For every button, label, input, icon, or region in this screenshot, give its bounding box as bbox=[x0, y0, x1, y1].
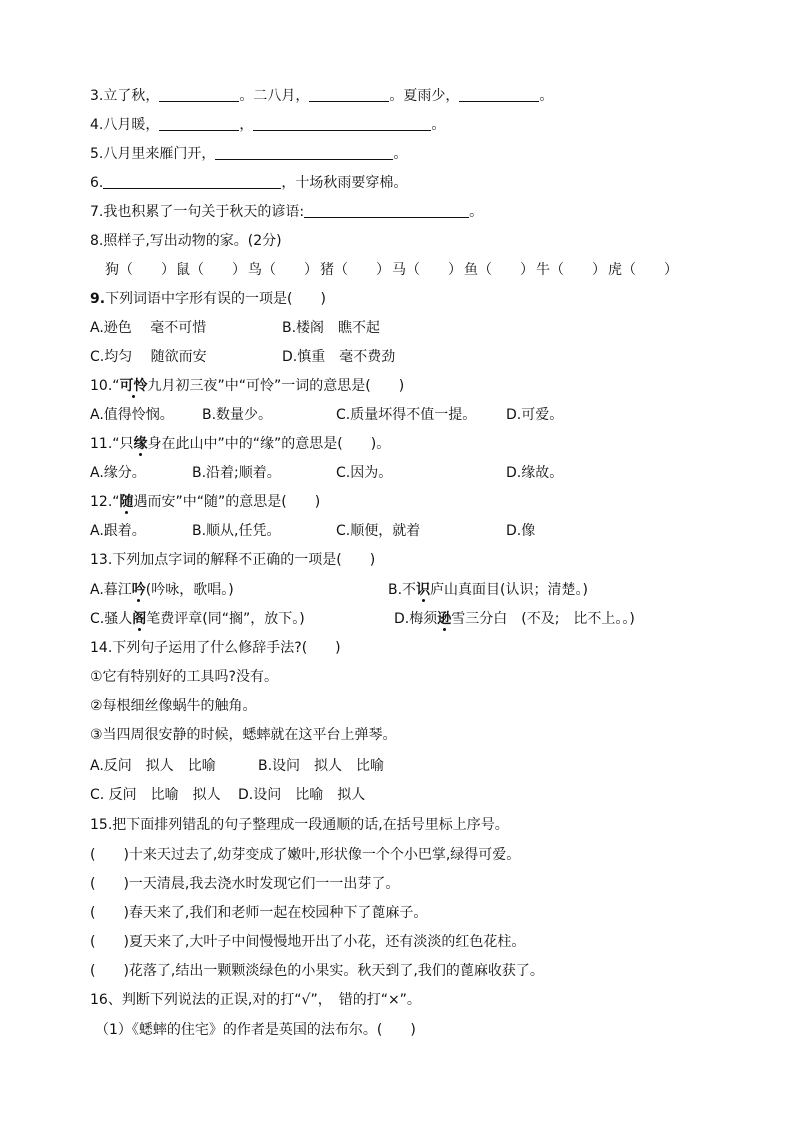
animal-horse[interactable]: 马（ ） bbox=[392, 262, 462, 278]
option-b[interactable]: B.顺从,任凭。 bbox=[192, 523, 281, 539]
question-14-sentence-3: ③当四周很安静的时候，蟋蟀就在这平台上弹琴。 bbox=[90, 727, 397, 743]
animal-pig[interactable]: 猪（ ） bbox=[320, 262, 390, 278]
question-3 bbox=[90, 86, 553, 106]
answer-blank[interactable] bbox=[309, 86, 389, 102]
animal-fish[interactable]: 鱼（ ） bbox=[464, 262, 534, 278]
question-13-options-cd bbox=[90, 609, 635, 629]
question-13-options-ab bbox=[90, 580, 588, 600]
question-14-sentence-1: ①它有特别好的工具吗?没有。 bbox=[90, 669, 278, 685]
q4-text-c: 。 bbox=[431, 117, 446, 133]
q5-text-b: 。 bbox=[393, 146, 408, 162]
question-4 bbox=[90, 115, 445, 135]
answer-blank[interactable] bbox=[159, 86, 239, 102]
q11-text-a: 11.“只 bbox=[90, 436, 134, 452]
option-d[interactable]: D.可爱。 bbox=[506, 407, 564, 423]
q7-text-a: 7.我也积累了一句关于秋天的谚语: bbox=[90, 204, 305, 220]
sentence-item[interactable]: ( )花落了,结出一颗颗淡绿色的小果实。秋天到了,我们的蓖麻收获了。 bbox=[90, 963, 544, 979]
q3-text-b: 。二八月， bbox=[239, 88, 310, 104]
answer-blank[interactable] bbox=[159, 115, 239, 131]
sentence-item[interactable]: ( )一天清晨,我去浇水时发现它们一一出芽了。 bbox=[90, 876, 400, 892]
sentence-item[interactable]: ( )十来天过去了,幼芽变成了嫩叶,形状像一个个小巴掌,绿得可爱。 bbox=[90, 847, 521, 863]
question-16-stem: 16、判断下列说法的正误,对的打“√”， 错的打“×”。 bbox=[90, 992, 421, 1008]
question-8-stem: 8.照样子,写出动物的家。(2分) bbox=[90, 233, 282, 249]
option-b[interactable]: B.沿着;顺着。 bbox=[192, 465, 281, 481]
option-b[interactable]: B.楼阁 瞧不起 bbox=[282, 320, 381, 336]
answer-blank[interactable] bbox=[304, 202, 469, 218]
option-d[interactable]: D.缘故。 bbox=[506, 465, 564, 481]
question-14-sentence-2: ②每根细丝像蜗牛的触角。 bbox=[90, 698, 257, 714]
question-6 bbox=[90, 173, 407, 193]
option-c[interactable]: C.顺便，就着 bbox=[336, 523, 421, 539]
option-c[interactable]: C.均匀 随欲而安 bbox=[90, 349, 207, 365]
q9-number: 9. bbox=[90, 291, 106, 307]
question-10-stem bbox=[90, 376, 404, 396]
answer-blank[interactable] bbox=[103, 173, 281, 189]
animal-mouse[interactable]: 鼠（ ） bbox=[176, 262, 246, 278]
q12-text-a: 12.“ bbox=[90, 494, 120, 510]
question-10-options bbox=[90, 405, 563, 425]
question-13-stem: 13.下列加点字词的解释不正确的一项是( ) bbox=[90, 552, 376, 568]
animal-dog[interactable]: 狗（ ） bbox=[105, 262, 175, 278]
animal-cow[interactable]: 牛（ ） bbox=[536, 262, 606, 278]
option-a-pre: A.暮江 bbox=[90, 582, 132, 598]
option-d[interactable] bbox=[394, 609, 635, 629]
question-16-statement-1[interactable]: （1）《蟋蟀的住宅》的作者是英国的法布尔。( ) bbox=[95, 1022, 416, 1038]
option-d-dotted: 逊 bbox=[437, 611, 452, 627]
option-b-pre: B.不 bbox=[388, 582, 417, 598]
animal-tiger[interactable]: 虎（ ） bbox=[608, 262, 678, 278]
option-a[interactable]: A.跟着。 bbox=[90, 523, 146, 539]
option-c-dotted: 阁 bbox=[132, 611, 147, 627]
question-9-stem bbox=[90, 289, 326, 309]
question-14-options-ab bbox=[90, 756, 384, 776]
question-9-options-cd bbox=[90, 347, 395, 367]
option-a-post: (吟咏，歌唱。) bbox=[145, 582, 234, 598]
sentence-item[interactable]: ( )夏天来了,大叶子中间慢慢地开出了小花，还有淡淡的红色花柱。 bbox=[90, 934, 526, 950]
answer-blank[interactable] bbox=[459, 86, 539, 102]
option-a[interactable]: A.逊色 毫不可惜 bbox=[90, 320, 207, 336]
option-d[interactable]: D.设问 比喻 拟人 bbox=[238, 787, 366, 803]
option-c[interactable]: C. 反问 比喻 拟人 bbox=[90, 787, 221, 803]
question-11-options bbox=[90, 463, 563, 483]
option-d[interactable]: D.慎重 毫不费劲 bbox=[282, 349, 396, 365]
q12-dotted-word: 随 bbox=[119, 494, 134, 510]
q9-text: 下列词语中字形有误的一项是( ) bbox=[105, 291, 326, 307]
q12-text-b: 遇而安”中“随”的意思是( ) bbox=[133, 494, 321, 510]
sentence-item[interactable]: ( )春天来了,我们和老师一起在校园种下了蓖麻子。 bbox=[90, 905, 428, 921]
option-b[interactable]: B.数量少。 bbox=[202, 407, 273, 423]
question-14-options-cd bbox=[90, 785, 365, 805]
q6-text-b: ，十场秋雨要穿棉。 bbox=[281, 175, 408, 191]
q10-text-b: 九月初三夜”中“可怜”一词的意思是( ) bbox=[147, 378, 405, 394]
question-7 bbox=[90, 202, 483, 222]
question-5 bbox=[90, 144, 407, 164]
option-d-pre: D.梅须 bbox=[394, 611, 438, 627]
q3-text-a: 3.立了秋， bbox=[90, 88, 160, 104]
q5-text-a: 5.八月里来雁门开， bbox=[90, 146, 216, 162]
question-9-options-ab bbox=[90, 318, 380, 338]
q10-text-a: 10.“ bbox=[90, 378, 120, 394]
option-a[interactable] bbox=[90, 580, 388, 600]
option-c-pre: C.骚人 bbox=[90, 611, 133, 627]
option-c[interactable] bbox=[90, 609, 394, 629]
option-b-dotted: 识 bbox=[416, 582, 431, 598]
question-14-stem: 14.下列句子运用了什么修辞手法?( ) bbox=[90, 640, 341, 656]
animal-bird[interactable]: 鸟（ ） bbox=[248, 262, 318, 278]
option-b[interactable]: B.设问 拟人 比喻 bbox=[258, 758, 385, 774]
q7-text-b: 。 bbox=[469, 204, 484, 220]
question-12-stem bbox=[90, 492, 320, 512]
option-a[interactable]: A.反问 拟人 比喻 bbox=[90, 758, 216, 774]
option-a[interactable]: A.值得怜悯。 bbox=[90, 407, 174, 423]
option-b-post: 庐山真面目(认识；清楚。) bbox=[430, 582, 588, 598]
option-a-dotted: 吟 bbox=[131, 582, 146, 598]
question-15-stem: 15.把下面排列错乱的句子整理成一段通顺的话,在括号里标上序号。 bbox=[90, 817, 509, 833]
option-c[interactable]: C.质量坏得不值一提。 bbox=[336, 407, 477, 423]
q3-text-c: 。夏雨少， bbox=[389, 88, 460, 104]
question-11-stem bbox=[90, 434, 390, 454]
q11-text-b: 身在此山中”中的“缘”的意思是( )。 bbox=[147, 436, 391, 452]
q11-dotted-word: 缘 bbox=[133, 436, 148, 452]
option-c-post: 笔费评章(同“搁”，放下。) bbox=[146, 611, 305, 627]
option-d[interactable]: D.像 bbox=[506, 523, 536, 539]
option-b[interactable] bbox=[388, 580, 588, 600]
question-12-options bbox=[90, 521, 535, 541]
answer-blank[interactable] bbox=[215, 144, 393, 160]
option-d-post: 雪三分白 (不及; 比不上。。) bbox=[451, 611, 635, 627]
q4-text-b: ， bbox=[239, 117, 254, 133]
question-8-animals bbox=[105, 260, 680, 280]
answer-blank[interactable] bbox=[253, 115, 431, 131]
q3-text-d: 。 bbox=[539, 88, 554, 104]
q4-text-a: 4.八月暖， bbox=[90, 117, 160, 133]
option-c[interactable]: C.因为。 bbox=[336, 465, 393, 481]
q6-text-a: 6. bbox=[90, 175, 104, 191]
option-a[interactable]: A.缘分。 bbox=[90, 465, 146, 481]
q10-dotted-word: 可怜 bbox=[119, 378, 148, 394]
